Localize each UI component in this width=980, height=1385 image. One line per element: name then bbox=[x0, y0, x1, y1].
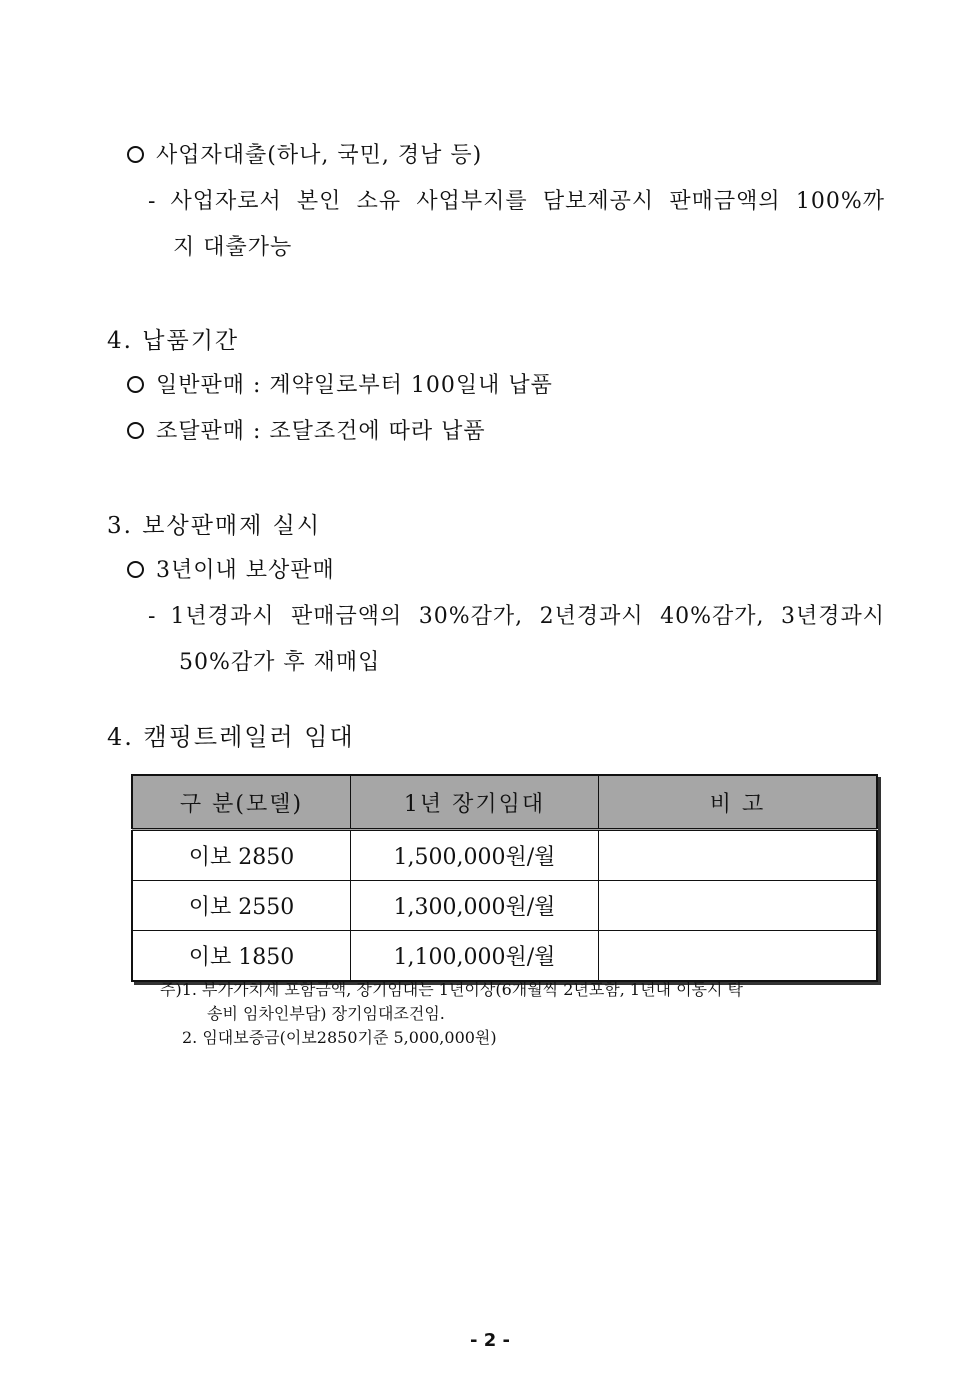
rental-note-2: 2. 임대보증금(이보2850기준 5,000,000원) bbox=[182, 1028, 497, 1047]
dash-marker: - bbox=[148, 189, 157, 214]
cell-price: 1,100,000원/월 bbox=[351, 931, 599, 982]
table-row bbox=[132, 830, 877, 881]
cell-remarks bbox=[599, 881, 878, 931]
cell-model: 이보 1850 bbox=[132, 931, 351, 982]
header-model: 구 분(모델) bbox=[132, 775, 351, 830]
compensation-detail-line1: - 1년경과시 판매금액의 30%감가, 2년경과시 40%감가, 3년경과시 bbox=[148, 604, 885, 629]
circle-bullet-icon bbox=[127, 561, 144, 578]
dash-marker: - bbox=[148, 604, 157, 629]
table-header-row bbox=[132, 775, 877, 830]
cell-model: 이보 2850 bbox=[132, 830, 351, 881]
compensation-bullet: 3년이내 보상판매 bbox=[127, 553, 335, 584]
rental-heading: 4. 캠핑트레일러 임대 bbox=[107, 723, 355, 751]
cell-model: 이보 2550 bbox=[132, 881, 351, 931]
header-remarks: 비 고 bbox=[599, 775, 878, 830]
table-row bbox=[132, 881, 877, 931]
cell-price: 1,300,000원/월 bbox=[351, 881, 599, 931]
page-number: - 2 - bbox=[470, 1330, 510, 1351]
delivery-item-procurement: 조달판매 : 조달조건에 따라 납품 bbox=[127, 414, 486, 445]
delivery-item-general: 일반판매 : 계약일로부터 100일내 납품 bbox=[127, 368, 553, 399]
table-row bbox=[132, 931, 877, 982]
loan-detail-line2: 지 대출가능 bbox=[173, 235, 293, 260]
compensation-heading: 3. 보상판매제 실시 bbox=[107, 513, 322, 539]
loan-bullet bbox=[127, 138, 482, 169]
loan-bullet-text: 사업자대출(하나, 국민, 경남 등) bbox=[156, 143, 483, 168]
circle-bullet-icon bbox=[127, 376, 144, 393]
circle-bullet-icon bbox=[127, 422, 144, 439]
loan-detail-line1: - 사업자로서 본인 소유 사업부지를 담보제공시 판매금액의 100%까 bbox=[148, 189, 885, 214]
rental-note-1: 주)1. 부가가치세 포함금액, 장기임대는 1년이상(6개월씩 2년포함, 1년내 이동시 탁 bbox=[160, 980, 744, 999]
header-long-term-rental: 1년 장기임대 bbox=[351, 775, 599, 830]
delivery-heading: 4. 납품기간 bbox=[107, 328, 240, 354]
rental-note-1-cont: 송비 임차인부담) 장기임대조건임. bbox=[207, 1004, 445, 1023]
cell-price: 1,500,000원/월 bbox=[351, 830, 599, 881]
compensation-detail-line2: 50%감가 후 재매입 bbox=[179, 650, 381, 675]
cell-remarks bbox=[599, 830, 878, 881]
rental-table bbox=[131, 774, 878, 982]
cell-remarks bbox=[599, 931, 878, 982]
circle-bullet-icon bbox=[127, 146, 144, 163]
